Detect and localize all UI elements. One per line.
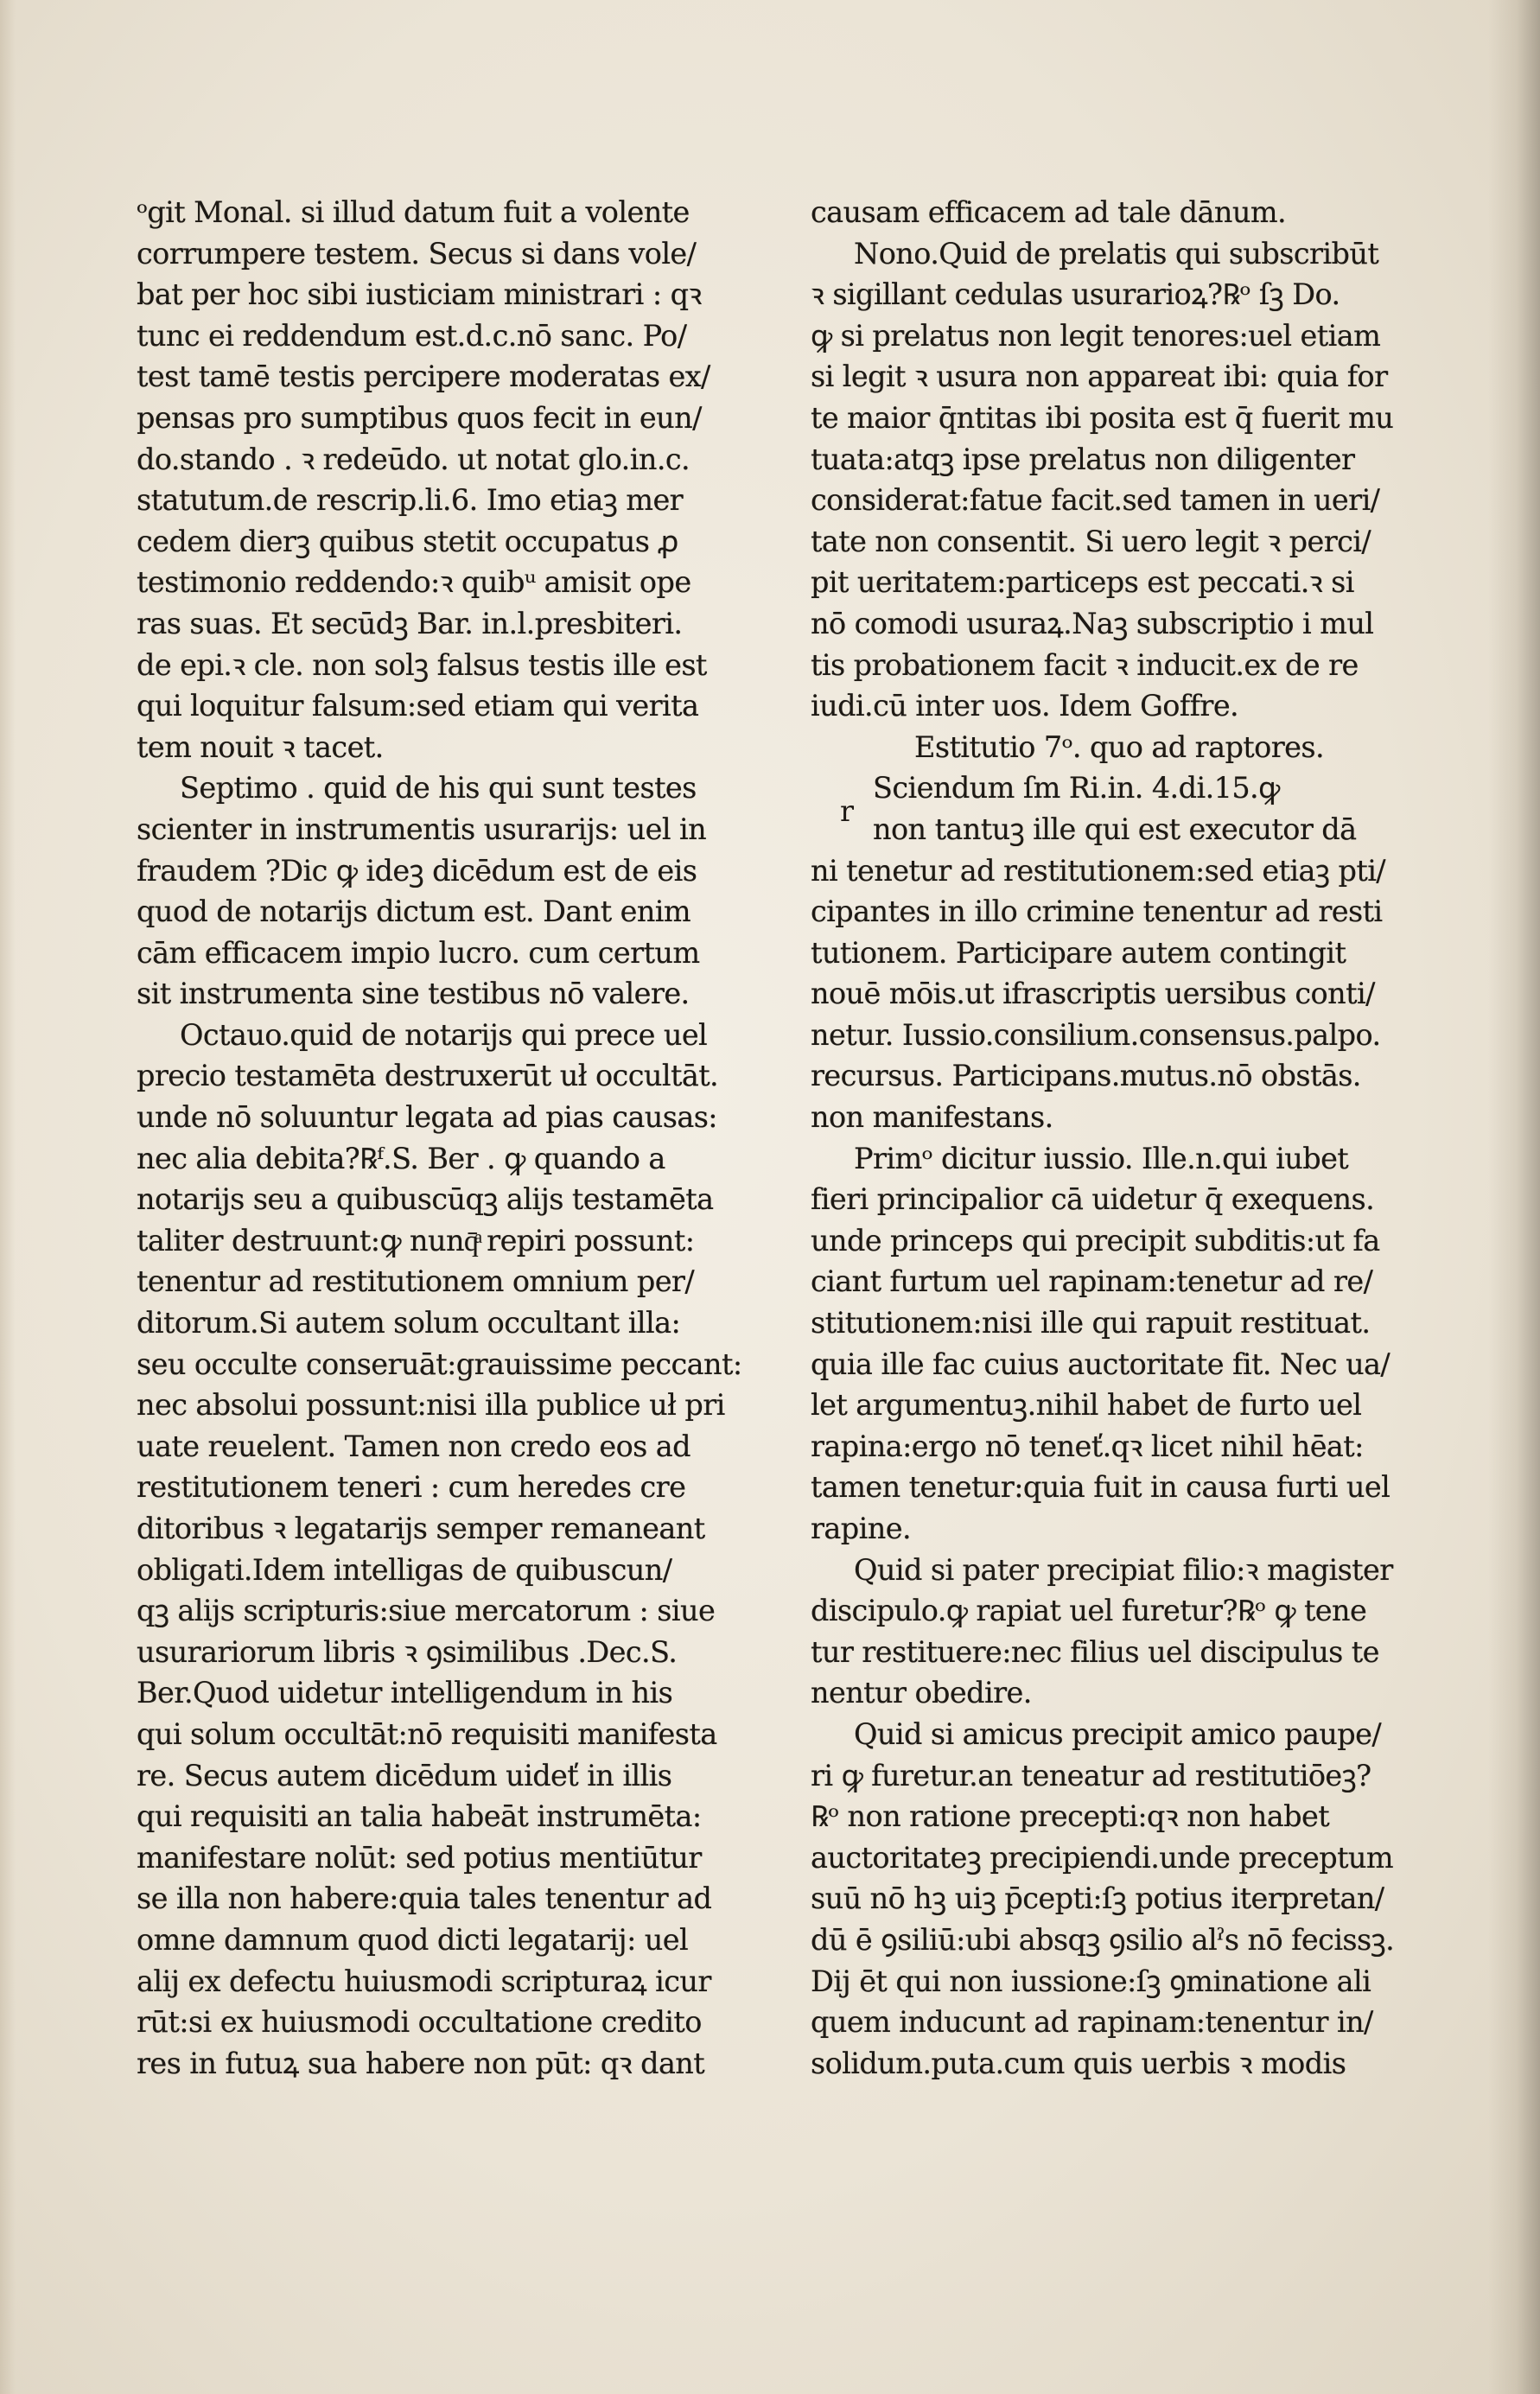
text-line: quem inducunt ad rapinam:tenentur in/ bbox=[811, 2005, 1373, 2040]
text-line: fraudem ?Dic ꝙ ideꝫ dicēdum est de eis bbox=[137, 853, 697, 888]
text-line: taliter destruunt:ꝙ nunq̄ͣ repiri possunt: bbox=[137, 1223, 695, 1257]
text-line: statutum.de rescrip.li.6. Imo etiaꝫ mer bbox=[137, 483, 684, 518]
text-line: omne damnum quod dicti legatarij: uel bbox=[137, 1922, 689, 1957]
text-line: precio testamēta destruxerūt uł occultāt. bbox=[137, 1059, 719, 1093]
text-line: cedem dierꝫ quibus stetit occupatus ꝓ bbox=[137, 524, 678, 558]
text-line: tate non consentit. Si uero legit ꝛ perci/ bbox=[811, 524, 1371, 558]
text-line: iudi.cū inter uos. Idem Goffre. bbox=[811, 689, 1239, 723]
text-line: qui loquitur falsum:sed etiam qui verita bbox=[137, 689, 699, 723]
text-line: Dij ēt qui non iussione:ſꝫ ꝯminatione ali bbox=[811, 1964, 1371, 1998]
text-line: tunc ei reddendum est.d.c.nō sanc. Po/ bbox=[137, 318, 687, 353]
text-line: considerat:fatue facit.sed tamen in ueri/ bbox=[811, 483, 1380, 518]
text-line: Sciendum ſm Ri.in. 4.di.15.ꝙ bbox=[873, 771, 1280, 805]
text-line: tuata:atqꝫ ipse prelatus non diligenter bbox=[811, 442, 1355, 476]
text-line: tenentur ad restitutionem omnium per/ bbox=[137, 1264, 695, 1299]
text-line: nec absolui possunt:nisi illa publice uł pri bbox=[137, 1388, 725, 1423]
text-line: suū nō hꝫ uiꝫ p̄cepti:ſꝫ potius iterpretan/ bbox=[811, 1881, 1384, 1916]
text-line: tutionem. Participare autem contingit bbox=[811, 935, 1346, 970]
text-line: qui solum occultāt:nō requisiti manifesta bbox=[137, 1716, 717, 1751]
text-line: re. Secus autem dicēdum uideť in illis bbox=[137, 1758, 672, 1792]
text-line: sit instrumenta sine testibus nō valere. bbox=[137, 977, 690, 1011]
text-line: test tamē testis percipere moderatas ex/ bbox=[137, 360, 710, 394]
text-line: rapine. bbox=[811, 1512, 911, 1545]
text-line: ciant furtum uel rapinam:tenetur ad re/ bbox=[811, 1264, 1373, 1299]
text-line: seu occulte conseruāt:grauissime peccant: bbox=[137, 1347, 742, 1381]
text-line: tur restituere:nec filius uel discipulus te bbox=[811, 1634, 1379, 1669]
text-line: tamen tenetur:quia fuit in causa furti uel bbox=[811, 1470, 1390, 1505]
text-line: qui requisiti an talia habeāt instrumēta: bbox=[137, 1799, 702, 1834]
text-line: nouē mōis.ut ifrascriptis uersibus conti/ bbox=[811, 977, 1375, 1011]
text-line: nec alia debita?℞ᶠ.S. Ber . ꝙ quando a bbox=[137, 1141, 665, 1175]
text-line: alij ex defectu huiusmodi scripturaꝝ icur bbox=[137, 1964, 711, 1998]
text-line: solidum.puta.cum quis uerbis ꝛ modis bbox=[811, 2046, 1346, 2080]
text-line: ni tenetur ad restitutionem:sed etiaꝫ pti/ bbox=[811, 853, 1385, 888]
text-line: manifestare nolūt: sed potius mentiūtur bbox=[137, 1840, 702, 1875]
text-line: ri ꝙ furetur.an teneatur ad restitutiōeꝫ? bbox=[811, 1758, 1371, 1792]
left-text-column bbox=[137, 192, 773, 2084]
text-line: Ber.Quod uidetur intelligendum in his bbox=[137, 1676, 673, 1710]
marginal-guide-letter: r bbox=[840, 794, 855, 828]
text-line: si legit ꝛ usura non appareat ibi: quia for bbox=[811, 360, 1388, 394]
text-line: non manifestans. bbox=[811, 1100, 1053, 1135]
text-line: obligati.Idem intelligas de quibuscun/ bbox=[137, 1552, 672, 1587]
text-line: stitutionem:nisi ille qui rapuit restituat. bbox=[811, 1306, 1371, 1340]
text-line: corrumpere testem. Secus si dans vole/ bbox=[137, 236, 697, 271]
text-line: ᵒgit Monal. si illud datum fuit a volente bbox=[137, 195, 690, 229]
text-line: unde princeps qui precipit subditis:ut fa bbox=[811, 1223, 1380, 1257]
text-line: do.stando . ꝛ redeūdo. ut notat glo.in.c. bbox=[137, 442, 690, 476]
text-line: se illa non habere:quia tales tenentur ad bbox=[137, 1881, 712, 1916]
text-line: quod de notarijs dictum est. Dant enim bbox=[137, 895, 691, 929]
text-line: uate reuelent. Tamen non credo eos ad bbox=[137, 1429, 691, 1463]
paragraph-start-line: Nono.Quid de prelatis qui subscribūt bbox=[854, 236, 1379, 271]
text-line: ras suas. Et secūdꝫ Bar. in.l.presbiteri. bbox=[137, 606, 683, 640]
spine-shadow bbox=[1488, 0, 1540, 2394]
text-line: fieri principalior cā uidetur q̄ exequens. bbox=[811, 1182, 1375, 1217]
text-line: auctoritateꝫ precipiendi.unde preceptum bbox=[811, 1840, 1394, 1875]
text-line: tem nouit ꝛ tacet. bbox=[137, 729, 384, 764]
page-edge-shade bbox=[0, 0, 16, 2394]
text-line: ℞ᵒ non ratione precepti:qꝛ non habet bbox=[811, 1799, 1330, 1834]
paragraph-start-line: Octauo.quid de notarijs qui prece uel bbox=[180, 1017, 708, 1052]
text-line: discipulo.ꝙ rapiat uel furetur?℞ᵒ ꝙ tene bbox=[811, 1594, 1367, 1628]
text-line: te maior q̄ntitas ibi posita est q̄ fuerit mu bbox=[811, 400, 1394, 435]
text-line: cipantes in illo crimine tenentur ad resti bbox=[811, 895, 1383, 929]
paragraph-start-line: Quid si amicus precipit amico paupe/ bbox=[854, 1716, 1382, 1751]
text-line: let argumentuꝫ.nihil habet de furto uel bbox=[811, 1388, 1362, 1423]
text-line: testimonio reddendo:ꝛ quibᵘ amisit ope bbox=[137, 565, 691, 600]
text-line: notarijs seu a quibuscūqꝫ alijs testamēta bbox=[137, 1182, 714, 1217]
text-line: ꝛ sigillant cedulas usurarioꝝ?℞ᵒ ſꝫ Do. bbox=[811, 277, 1340, 312]
text-line: de epi.ꝛ cle. non solꝫ falsus testis ille est bbox=[137, 647, 707, 682]
text-line: quia ille fac cuius auctoritate fit. Nec ua/ bbox=[811, 1347, 1390, 1381]
right-text-column bbox=[811, 192, 1416, 2084]
text-line: rūt:si ex huiusmodi occultatione credito bbox=[137, 2005, 702, 2040]
text-line: netur. Iussio.consilium.consensus.palpo. bbox=[811, 1017, 1381, 1052]
text-line: scienter in instrumentis usurarijs: uel in bbox=[137, 812, 707, 846]
text-line: non tantuꝫ ille qui est executor dā bbox=[873, 812, 1357, 846]
text-line: unde nō soluuntur legata ad pias causas: bbox=[137, 1100, 717, 1135]
text-line: ditoribus ꝛ legatarijs semper remaneant bbox=[137, 1512, 705, 1545]
text-line: cām efficacem impio lucro. cum certum bbox=[137, 935, 700, 970]
text-line: causam efficacem ad tale dānum. bbox=[811, 195, 1287, 229]
text-line: pensas pro sumptibus quos fecit in eun/ bbox=[137, 400, 702, 435]
text-line: tis probationem facit ꝛ inducit.ex de re bbox=[811, 647, 1359, 682]
text-line: nō comodi usuraꝝ.Naꝫ subscriptio i mul bbox=[811, 606, 1374, 640]
text-line: pit ueritatem:particeps est peccati.ꝛ si bbox=[811, 565, 1354, 600]
text-line: bat per hoc sibi iusticiam ministrari : qꝛ bbox=[137, 277, 702, 312]
text-line: ditorum.Si autem solum occultant illa: bbox=[137, 1306, 681, 1340]
text-line: res in futuꝝ sua habere non pūt: qꝛ dant bbox=[137, 2046, 705, 2080]
paragraph-start-line: Septimo . quid de his qui sunt testes bbox=[180, 771, 697, 805]
text-line: restitutionem teneri : cum heredes cre bbox=[137, 1470, 686, 1505]
text-line: rapina:ergo nō teneť.qꝛ licet nihil hēat: bbox=[811, 1429, 1364, 1463]
section-heading-line: Estitutio 7ᵒ. quo ad raptores. bbox=[914, 729, 1325, 764]
text-line: qꝫ alijs scripturis:siue mercatorum : siue bbox=[137, 1594, 716, 1628]
text-line: nentur obedire. bbox=[811, 1676, 1032, 1710]
paragraph-start-line: Primᵒ dicitur iussio. Ille.n.qui iubet bbox=[854, 1141, 1349, 1175]
text-line: dū ē ꝯsiliū:ubi absqꝫ ꝯsilio alˀs nō fecissꝫ. bbox=[811, 1922, 1395, 1957]
text-line: ꝙ si prelatus non legit tenores:uel etiam bbox=[811, 318, 1381, 353]
text-line: recursus. Participans.mutus.nō obstās. bbox=[811, 1059, 1361, 1093]
text-line: usurariorum libris ꝛ ꝯsimilibus .Dec.S. bbox=[137, 1634, 678, 1669]
paragraph-start-line: Quid si pater precipiat filio:ꝛ magister bbox=[854, 1552, 1393, 1587]
